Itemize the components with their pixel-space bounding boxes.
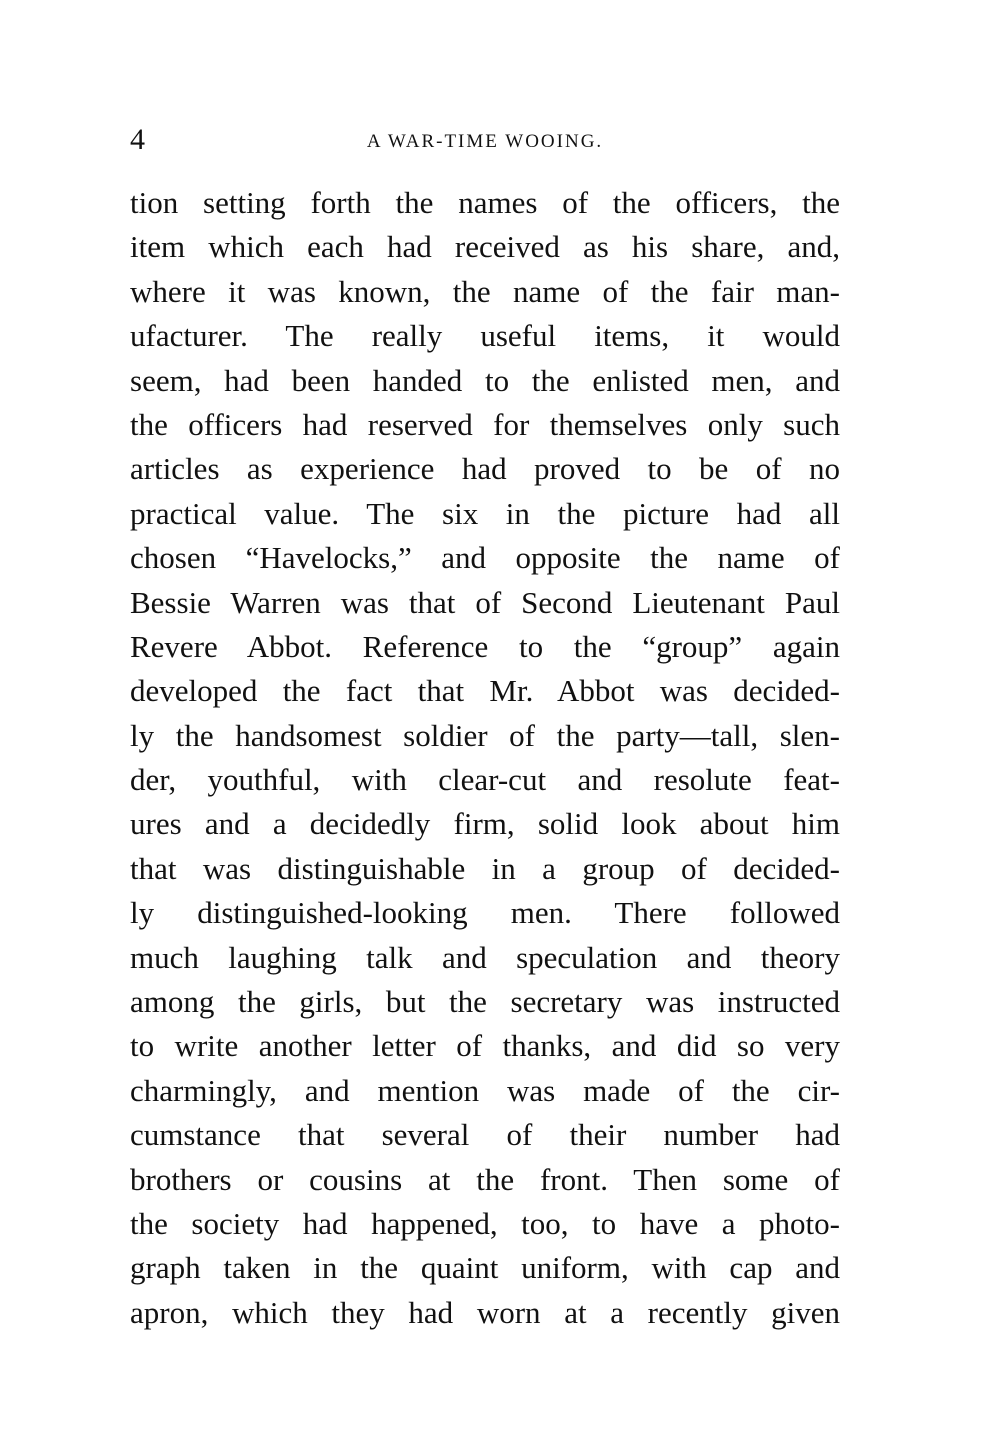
running-title: A WAR-TIME WOOING. — [366, 131, 604, 152]
text-line: articles as experience had proved to be of no — [130, 451, 840, 487]
text-line: that was distinguishable in a group of decided- — [130, 850, 840, 886]
running-head — [130, 122, 840, 162]
text-line: brothers or cousins at the front. Then some of — [130, 1161, 840, 1197]
text-line: ures and a decidedly firm, solid look about him — [130, 806, 840, 842]
text-line: much laughing talk and speculation and theory — [130, 939, 840, 975]
text-line: ly the handsomest soldier of the party—tall, slen- — [130, 717, 840, 753]
text-line: tion setting forth the names of the officers, the — [130, 185, 840, 220]
text-line: chosen “Havelocks,” and opposite the name of — [130, 540, 840, 576]
text-line: ufacturer. The really useful items, it would — [130, 318, 840, 354]
text-line: where it was known, the name of the fair man- — [130, 273, 840, 309]
text-line: charmingly, and mention was made of the cir- — [130, 1072, 840, 1108]
text-line: among the girls, but the secretary was instructed — [130, 984, 840, 1020]
text-line: graph taken in the quaint uniform, with cap and — [130, 1250, 840, 1286]
text-line: the officers had reserved for themselves only such — [130, 406, 840, 442]
text-line: developed the fact that Mr. Abbot was decided- — [130, 673, 840, 709]
text-line: to write another letter of thanks, and did so very — [130, 1028, 840, 1064]
text-line: cumstance that several of their number had — [130, 1117, 840, 1153]
text-line: ly distinguished-looking men. There followed — [130, 895, 840, 931]
text-line: practical value. The six in the picture had all — [130, 495, 840, 531]
text-line: seem, had been handed to the enlisted men, and — [130, 362, 840, 398]
text-line: item which each had received as his share, and, — [130, 229, 840, 265]
text-line: der, youthful, with clear-cut and resolute feat- — [130, 762, 840, 798]
text-line: apron, which they had worn at a recently given — [130, 1294, 840, 1330]
page-number: 4 — [130, 123, 145, 156]
body-text — [130, 181, 840, 1335]
text-line: Bessie Warren was that of Second Lieutenant Paul — [130, 584, 840, 620]
text-line: Revere Abbot. Reference to the “group” again — [130, 628, 840, 664]
text-line: the society had happened, too, to have a photo- — [130, 1205, 840, 1241]
